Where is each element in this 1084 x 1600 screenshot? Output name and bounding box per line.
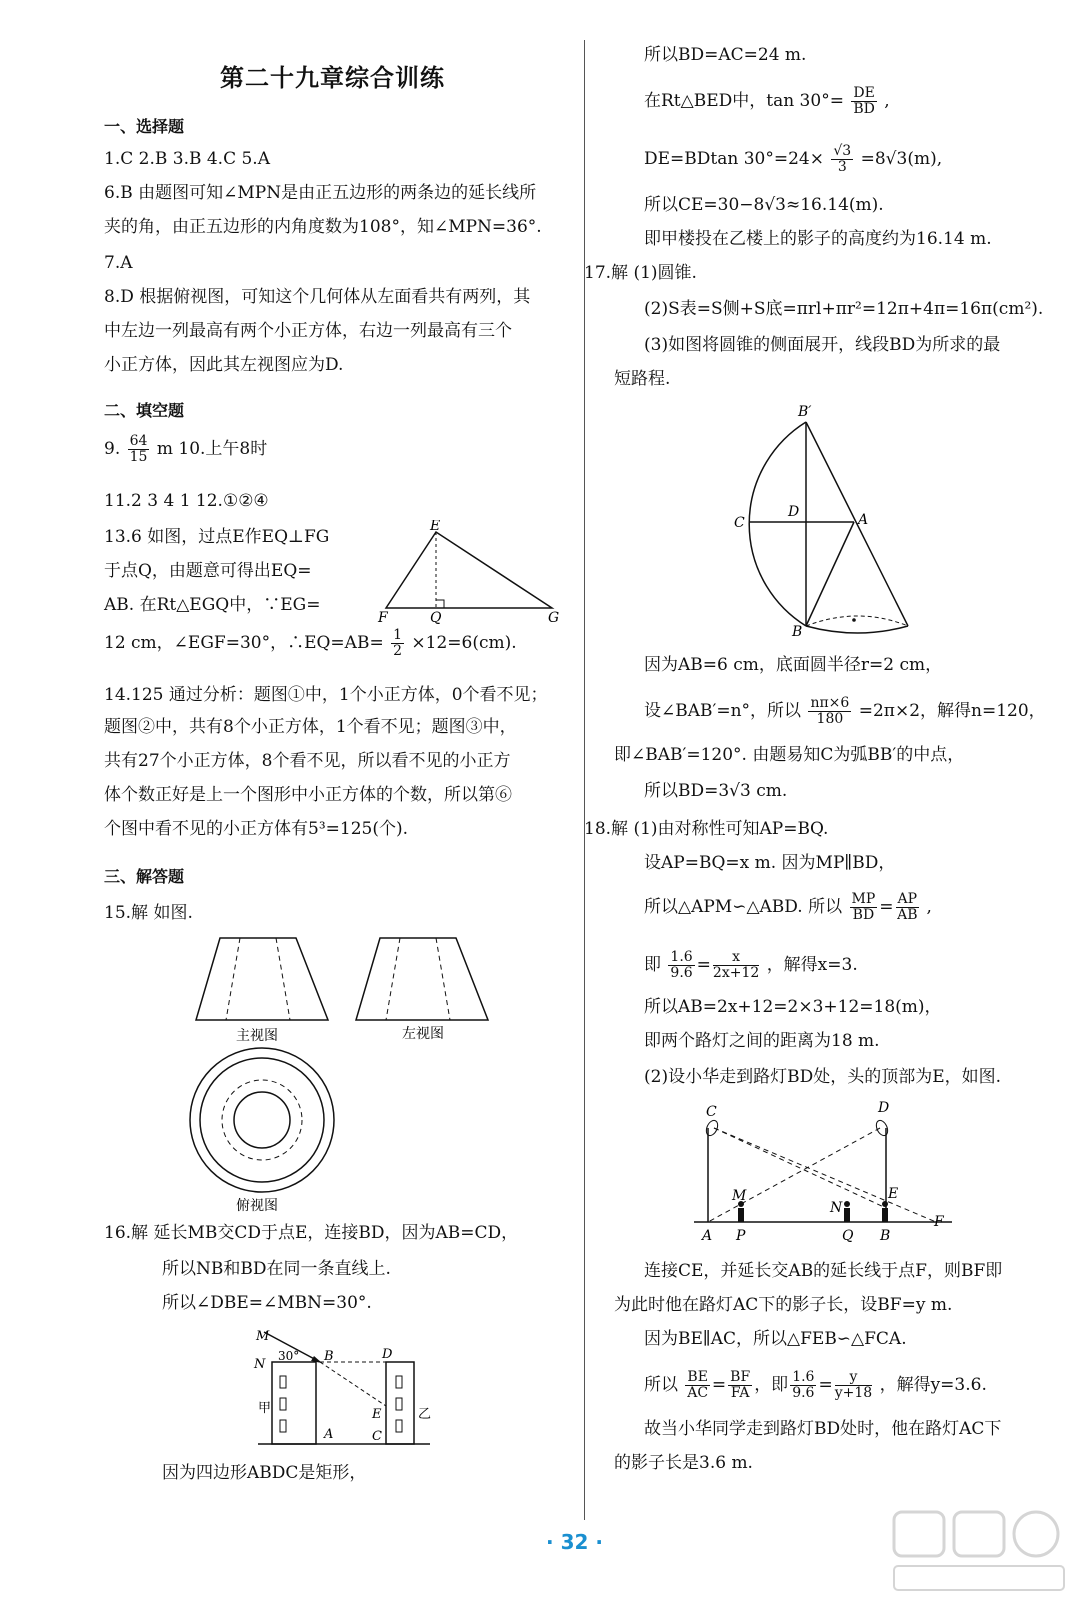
fraction-num: MP	[851, 891, 876, 907]
label-A: A	[858, 512, 869, 528]
right-line: 短路程.	[614, 369, 671, 389]
figure-16-buildings	[250, 1326, 440, 1452]
fraction	[391, 628, 404, 659]
fraction-den: 2x+12	[712, 965, 760, 981]
fraction	[128, 434, 150, 465]
right-line: (3)如图将圆锥的侧面展开，线段BD为所求的最	[644, 335, 1001, 355]
right-line: 连接CE，并延长交AB的延长线于点F，则BF即	[644, 1261, 1003, 1281]
answer-14-line3: 共有27个小正方体，8个看不见，所以看不见的小正方	[104, 751, 511, 771]
label-E: E	[430, 520, 441, 534]
right-line	[644, 950, 858, 981]
fraction-num: y	[835, 1370, 872, 1386]
fraction-num: 1.6	[670, 949, 693, 965]
answer-16-line2: 所以NB和BD在同一条直线上.	[162, 1259, 391, 1279]
figure-17-cone-net	[730, 400, 930, 640]
label-C: C	[706, 1104, 717, 1120]
figure-15-three-views	[180, 930, 520, 1220]
right-line: 所以AB=2x+12=2×3+12=18(m)，	[644, 997, 942, 1017]
right-line: 18.解 (1)由对称性可知AP=BQ.	[584, 819, 829, 839]
page-title: 第二十九章综合训练	[220, 64, 445, 92]
label-N: N	[830, 1200, 843, 1216]
text-span: DE=BDtan 30°=24×	[644, 149, 824, 169]
fraction	[713, 950, 759, 981]
page-number-value: 32	[560, 1530, 589, 1554]
answer-13-text: 12 cm，∠EGF=30°，∴EQ=AB=	[104, 633, 384, 653]
label-B: B	[792, 624, 803, 640]
answer-14-line5: 个图中看不见的小正方体有5³=125(个).	[104, 819, 408, 839]
label-D: D	[788, 504, 800, 520]
fraction-num: x	[713, 950, 759, 966]
right-line: 即∠BAB′=120°. 由题易知C为弧BB′的中点，	[614, 745, 965, 765]
label-E: E	[372, 1407, 382, 1422]
fraction-num: DE	[853, 85, 875, 101]
answer-13-line4	[104, 628, 517, 659]
answer-9-num: 9.	[104, 439, 121, 459]
fraction-den: BD	[853, 101, 875, 117]
caption-top-view: 俯视图	[236, 1198, 278, 1214]
label-G: G	[548, 610, 560, 626]
fraction-den: 9.6	[670, 965, 693, 981]
fraction-den: 15	[129, 449, 148, 465]
caption-front-view: 主视图	[236, 1028, 278, 1044]
fraction-num: nπ×6	[810, 695, 850, 711]
label-F: F	[934, 1214, 944, 1230]
fraction	[790, 1370, 816, 1401]
label-B: B	[880, 1228, 891, 1244]
fraction-num: BE	[687, 1369, 708, 1385]
right-line: (2)S表=S侧+S底=πrl+πr²=12π+4π=16π(cm²).	[644, 299, 1044, 319]
text-span: 所以	[644, 1375, 678, 1395]
answer-1-5: 1.C 2.B 3.B 4.C 5.A	[104, 149, 270, 169]
text-span: =2π×2，解得n=120，	[858, 701, 1046, 721]
right-line: 故当小华同学走到路灯BD处时，他在路灯AC下	[644, 1419, 1002, 1439]
right-line: 为此时他在路灯AC下的影子长，设BF=y m.	[614, 1295, 953, 1315]
fraction-den: 180	[816, 711, 844, 727]
page-number: · 32 ·	[546, 1530, 603, 1554]
fraction-den: y+18	[834, 1385, 873, 1401]
label-D: D	[382, 1347, 393, 1362]
answer-7: 7.A	[104, 253, 133, 273]
fraction	[851, 86, 876, 117]
label-C: C	[372, 1429, 382, 1444]
watermark-logo	[890, 1508, 1070, 1594]
label-N: N	[254, 1357, 266, 1372]
figure-13-triangle	[376, 520, 566, 626]
text-span: =	[879, 897, 894, 917]
label-jia: 甲	[258, 1401, 272, 1416]
answer-13-line2: 于点Q，由题意可得出EQ=	[104, 561, 312, 581]
right-line: 即甲楼投在乙楼上的影子的高度约为16.14 m.	[644, 229, 992, 249]
label-M: M	[256, 1329, 270, 1344]
answer-14-line4: 体个数正好是上一个图形中小正方体的个数，所以第⑥	[104, 785, 512, 805]
text-span: ，即	[754, 1375, 789, 1395]
right-line: 即两个路灯之间的距离为18 m.	[644, 1031, 880, 1051]
answer-6-line1: 6.B 由题图可知∠MPN是由正五边形的两条边的延长线所	[104, 183, 537, 203]
fraction-den: AB	[897, 907, 918, 923]
fraction	[835, 1370, 872, 1401]
label-D: D	[878, 1100, 890, 1116]
text-span: 设∠BAB′=n°，所以	[644, 701, 802, 721]
caption-left-view: 左视图	[402, 1026, 444, 1042]
answer-13-text: ×12=6(cm).	[411, 633, 517, 653]
fraction	[896, 892, 920, 923]
fraction-num: 64	[129, 433, 148, 449]
fraction-num: BF	[730, 1369, 751, 1385]
answer-16-line4: 因为四边形ABDC是矩形，	[162, 1463, 367, 1483]
answer-8-line2: 中左边一列最高有两个小正方体，右边一列最高有三个	[104, 321, 512, 341]
fraction-den: FA	[730, 1385, 750, 1401]
label-F: F	[378, 610, 388, 626]
fraction	[831, 144, 853, 175]
right-line: 的影子长是3.6 m.	[614, 1453, 753, 1473]
text-span: ,	[926, 897, 932, 917]
answer-9-rest: m 10.上午8时	[156, 439, 268, 459]
label-C: C	[734, 515, 745, 531]
text-span: 即	[644, 955, 661, 975]
right-line	[644, 696, 1046, 727]
right-line	[644, 144, 942, 175]
fraction	[685, 1370, 710, 1401]
answer-14-line2: 题图②中，共有8个小正方体，1个看不见；题图③中，	[104, 717, 517, 737]
right-line: 因为AB=6 cm，底面圆半径r=2 cm，	[644, 655, 943, 675]
text-span: =8√3(m),	[860, 149, 943, 169]
fraction	[850, 892, 878, 923]
label-M: M	[732, 1188, 747, 1204]
right-line: (2)设小华走到路灯BD处，头的顶部为E，如图.	[644, 1067, 1002, 1087]
answer-8-line3: 小正方体，因此其左视图应为D.	[104, 355, 344, 375]
answer-8-line1: 8.D 根据俯视图，可知这个几何体从左面看共有两列，其	[104, 287, 531, 307]
fraction	[808, 696, 851, 727]
answer-16-line3: 所以∠DBE=∠MBN=30°.	[162, 1293, 372, 1313]
answer-6-line2: 夹的角，由正五边形的内角度数为108°，知∠MPN=36°.	[104, 217, 542, 237]
section-heading-3: 三、解答题	[104, 867, 185, 886]
label-Q: Q	[842, 1228, 854, 1244]
text-span: =	[696, 955, 711, 975]
section-heading-1: 一、选择题	[104, 117, 185, 136]
right-line: 所以CE=30−8√3≈16.14(m).	[644, 195, 884, 215]
label-30-degree: 30°	[278, 1349, 300, 1363]
fraction-num: 1.6	[792, 1369, 815, 1385]
text-span: =	[711, 1375, 727, 1395]
fraction	[668, 950, 694, 981]
label-B-prime: B′	[798, 404, 812, 420]
text-span: =	[818, 1375, 833, 1395]
answer-13-line3: AB. 在Rt△EGQ中，∵EG=	[104, 595, 321, 615]
label-yi: 乙	[418, 1407, 432, 1422]
label-E: E	[888, 1186, 899, 1202]
answer-9-10	[104, 434, 267, 465]
fraction-num: AP	[897, 891, 918, 907]
fraction-den: 2	[393, 643, 403, 659]
label-A: A	[324, 1427, 334, 1442]
answer-16-line1: 16.解 延长MB交CD于点E，连接BD，因为AB=CD，	[104, 1223, 519, 1243]
fraction	[728, 1370, 752, 1401]
right-line: 设AP=BQ=x m. 因为MP∥BD，	[644, 853, 896, 873]
text-span: ，解得x=3.	[766, 955, 858, 975]
answer-15: 15.解 如图.	[104, 903, 193, 923]
right-line	[644, 86, 890, 117]
fraction-num: 1	[393, 627, 403, 643]
right-line	[644, 892, 932, 923]
label-P: P	[736, 1228, 746, 1244]
text-span: ，解得y=3.6.	[879, 1375, 987, 1395]
label-A: A	[702, 1228, 713, 1244]
answer-13-line1: 13.6 如图，过点E作EQ⊥FG	[104, 527, 330, 547]
right-line	[644, 1370, 987, 1401]
answer-14-line1: 14.125 通过分析：题图①中，1个小正方体，0个看不见；	[104, 685, 548, 705]
right-line: 17.解 (1)圆锥.	[584, 263, 697, 283]
section-heading-2: 二、填空题	[104, 401, 185, 420]
text-span: 所以△APM∽△ABD. 所以	[644, 897, 843, 917]
text-span: 在Rt△BED中，tan 30°=	[644, 91, 844, 111]
label-B: B	[324, 1349, 334, 1364]
answer-11-12: 11.2 3 4 1 12.①②④	[104, 491, 269, 511]
right-line: 所以BD=3√3 cm.	[644, 781, 788, 801]
fraction-den: 9.6	[792, 1385, 815, 1401]
right-line: 所以BD=AC=24 m.	[644, 45, 807, 65]
fraction-den: 3	[837, 159, 847, 175]
fraction-den: BD	[852, 907, 875, 923]
label-Q: Q	[430, 610, 442, 626]
right-line: 因为BE∥AC，所以△FEB∽△FCA.	[644, 1329, 907, 1349]
fraction-den: AC	[687, 1385, 709, 1401]
fraction-num: √3	[833, 143, 852, 159]
figure-18-street-lamps	[690, 1098, 960, 1244]
text-span: ,	[884, 91, 890, 111]
